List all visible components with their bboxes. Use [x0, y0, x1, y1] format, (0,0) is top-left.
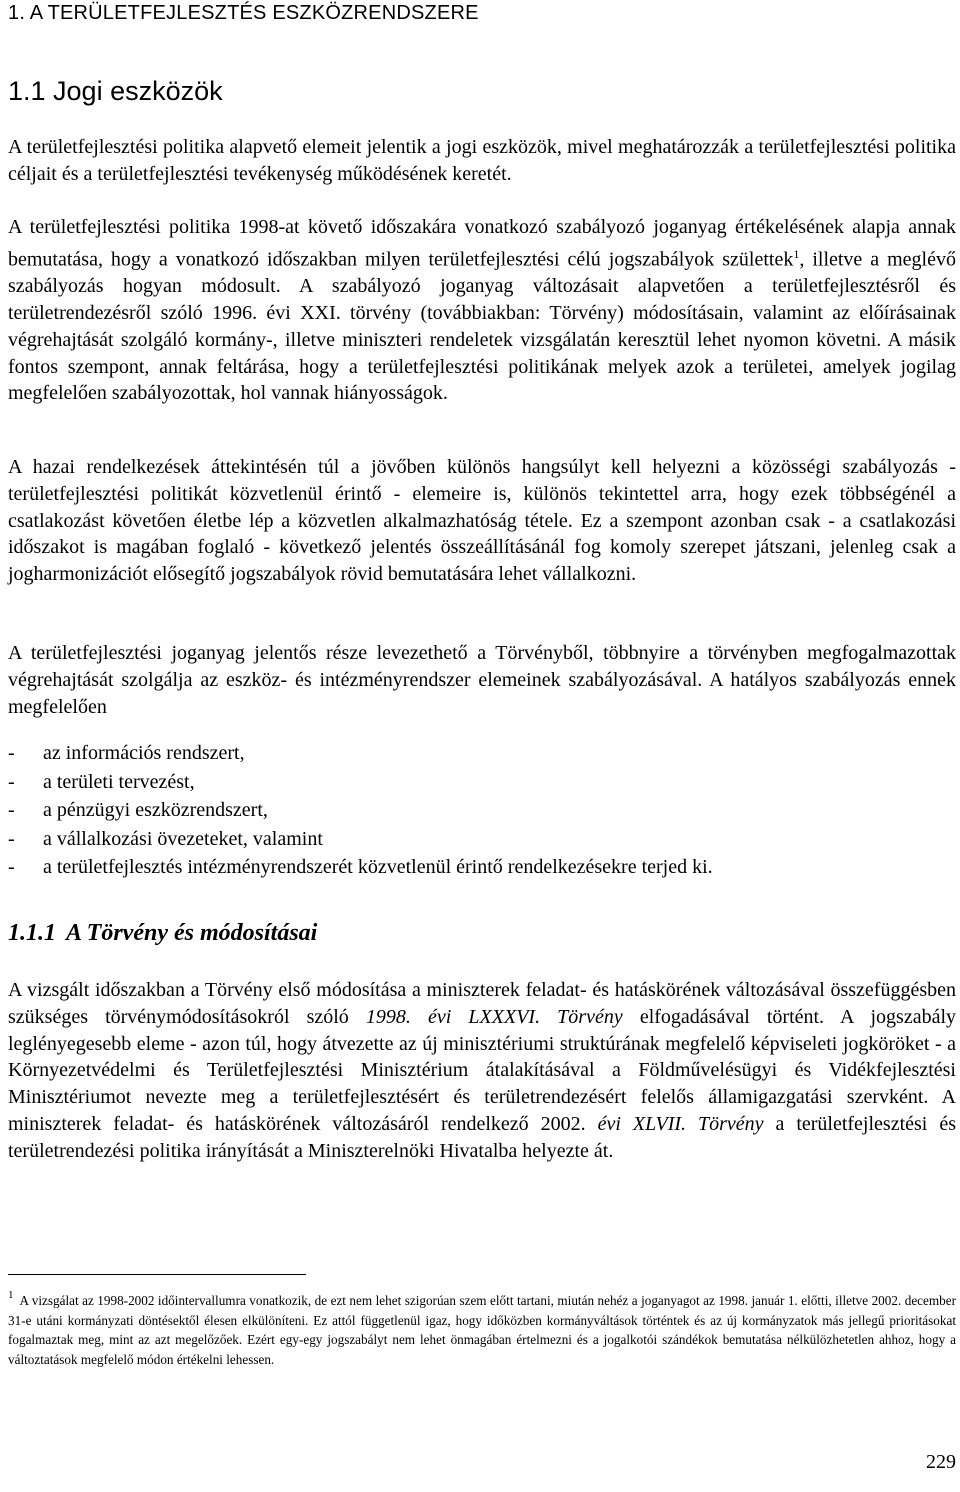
chapter-title: 1. A TERÜLETFEJLESZTÉS ESZKÖZRENDSZERE	[8, 2, 479, 24]
subsection-title: A Törvény és módosításai	[66, 920, 318, 946]
paragraph-text: a területfejlesztési és területrendezési politika irányítását a Miniszterelnöki Hivatalba helyezte át.	[8, 1112, 956, 1162]
list-dash: -	[8, 799, 15, 821]
list-item-text: a területfejlesztés intézményrendszerét közvetlenül érintő rendelkezésekre terjed ki.	[43, 856, 713, 878]
paragraph-eu-regulation: A hazai rendelkezések áttekintésén túl a jövőben különös hangsúlyt kell helyezni a közösségi szabályozás - területfejlesztési politikát közvetlenül érintő - elemeire is, különös tekintettel arra, hogy ezek többségénél a csatlakozást követően életbe lép a közvetlen alkalmazhatóság tétele. Ez a szempont azonban csak - a csatlakozási időszakot is magában foglaló - következő jelentés összeállításánál fog komoly szerepet játszani, jelenleg csak a jogharmonizációt elősegítő jogszabályok rövid bemutatására lehet vállalkozni.	[8, 456, 956, 586]
subsection-number: 1.1.1	[8, 920, 56, 946]
paragraph-law-amendments	[8, 977, 956, 1165]
list-item	[8, 739, 713, 768]
list-item-text: a vállalkozási övezeteket, valamint	[43, 827, 323, 850]
list-item	[8, 796, 713, 825]
list-dash: -	[8, 770, 15, 793]
paragraph-legal-material: A területfejlesztési joganyag jelentős része levezethető a Törvényből, többnyire a törvényben megfogalmazottak végrehajtását szolgálja az eszköz- és intézményrendszer elemeinek szabályozásával. A hatályos szabályozás ennek megfelelően	[8, 642, 956, 718]
footnote-number: 1	[8, 1289, 14, 1301]
paragraph-intro: A területfejlesztési politika alapvető elemeit jelentik a jogi eszközök, mivel meghatározzák a területfejlesztési politika céljait és a területfejlesztési tevékenység működésének keretét.	[8, 136, 956, 185]
law-citation: 1998. évi LXXXVI. Törvény	[365, 1005, 623, 1028]
subsection-heading	[8, 920, 317, 947]
paragraph-text: A területfejlesztési politika 1998-at követő időszakára vonatkozó szabályozó joganyag értékelésének alapja annak bemutatása, hogy a vonatkozó időszakban milyen területfejlesztési célú jogszabályok születtek	[8, 216, 956, 271]
page-number: 229	[926, 1451, 956, 1473]
law-citation: évi XLVII. Törvény	[597, 1112, 764, 1135]
paragraph-text: elfogadásával történt. A jogszabály leglényegesebb eleme - azon túl, hogy átvezette az új minisztériumi struktúrának megfelelő képviseleti jogköröket - a Környezetvédelmi és Területfejlesztési Minisztérium átalakításával a Földművelésügyi és Vidékfejlesztési Minisztériumot nevezte meg a területfejlesztésért és területrendezésért felelős államigazgatási szervként. A miniszterek feladat- és hatáskörének változásáról rendelkező 2002.	[8, 1005, 957, 1135]
scope-list	[8, 739, 713, 882]
footnote	[8, 1286, 956, 1369]
list-item	[8, 853, 713, 882]
list-item	[8, 825, 713, 854]
footnote-divider	[8, 1274, 306, 1275]
list-dash: -	[8, 827, 15, 850]
footnote-reference[interactable]: 1	[793, 246, 800, 261]
list-item-text: a területi tervezést,	[43, 770, 195, 793]
list-item	[8, 768, 713, 797]
list-item-text: a pénzügyi eszközrendszert,	[43, 799, 268, 821]
paragraph-legal-evaluation	[8, 214, 956, 407]
paragraph-text: A vizsgált időszakban a Törvény első módosítása a miniszterek feladat- és hatáskörének változásával összefüggésben szükséges törvénymódosításokról szóló	[8, 979, 956, 1028]
section-title: 1.1 Jogi eszközök	[8, 76, 223, 106]
list-dash: -	[8, 742, 15, 764]
paragraph-text: , illetve a meglévő szabályozás hogyan módosult. A szabályozó joganyag változásait alapvetően a területfejlesztésről és területrendezésről szóló 1996. évi XXI. törvény (továbbiakban: Törvény) módosításain, valamint az előírásainak végrehajtását szolgáló kormány-, illetve miniszteri rendeletek vizsgálatán keresztül lehet nyomon követni. A másik fontos szempont, annak feltárása, hogy a területfejlesztési politikának melyek azok a területei, amelyek jogilag megfelelően szabályozottak, hol vannak hiányosságok.	[8, 248, 956, 405]
footnote-text: A vizsgálat az 1998-2002 időintervallumra vonatkozik, de ezt nem lehet szigorúan szem előtt tartani, miután nehéz a joganyagot az 1998. január 1. előtti, illetve 2002. december 31-e utáni kormányzati döntésektől élesen elkülöníteni. Ez attól függetlenül igaz, hogy időközben kormányváltások történtek és az új kormányzatok más jellegű prioritásokat fogalmaztak meg, mint az azt megelőzőek. Ezért egy-egy jogszabályt nem lehet önmagában értelmezni és a jogalkotói szándékok bemutatása nélkülözhetetlen ahhoz, hogy a változtatások megfelelő módon értékelni lehessen.	[8, 1293, 956, 1367]
list-dash: -	[8, 856, 15, 878]
list-item-text: az információs rendszert,	[43, 742, 245, 764]
